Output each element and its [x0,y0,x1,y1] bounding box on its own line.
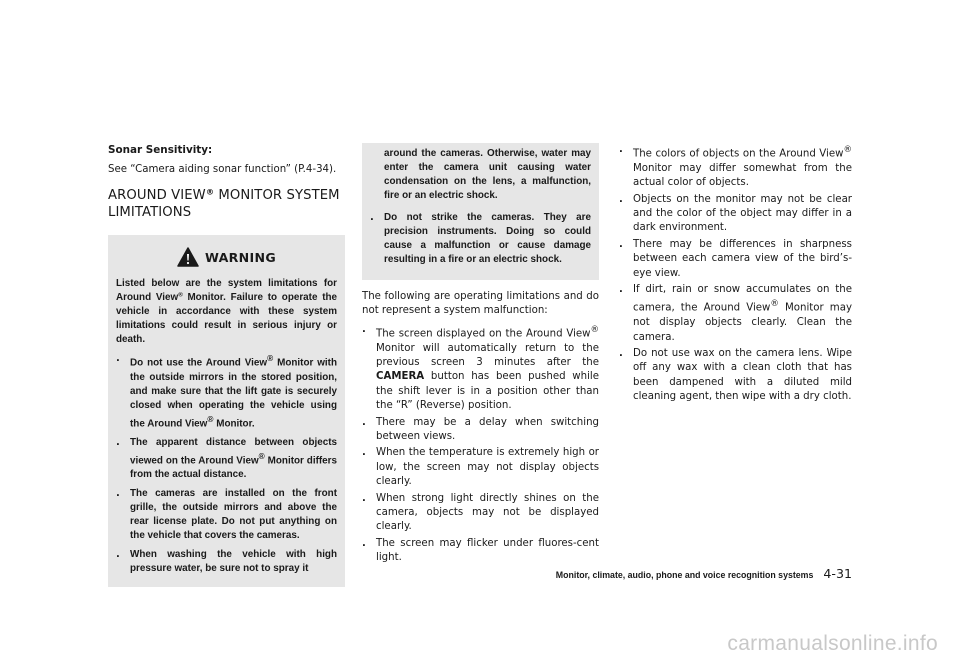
warning-item-text [130,352,337,431]
text-part: Monitor with the outside mirrors in the stored position, and make sure that the lift gate is securely closed when operating the vehicle using the Around View [130,357,338,429]
section-title-part-b: MONITOR SYSTEM LIMITATIONS [108,188,340,221]
watermark: carmanualsonline.info [727,632,938,655]
registered-mark: ® [590,324,599,335]
warning-item-text: The cameras are installed on the front grille, the outside mirrors and above the rear license plate. Do not put anything on the vehicle that covers the cameras. [130,488,337,542]
bullet: . [619,144,623,155]
warning-item-continued [370,147,591,203]
bullet: . [619,193,623,205]
text-part: Monitor may differ somewhat from the actual color of objects. [633,162,852,189]
registered-mark: ® [770,299,779,310]
limitations-intro: The following are operating limitations and do not represent a system malfunction: [362,291,599,317]
list-item [619,143,852,191]
bullet: . [619,348,623,360]
warning-item [370,211,591,267]
text-part: Monitor. [213,418,255,429]
bullet: . [362,447,366,459]
bullet: . [116,488,120,500]
camera-button-name: CAMERA [376,371,425,383]
warning-continued-text: around the cameras. Otherwise, water may enter the camera unit causing water condensation on the lens, a malfunction, fire or an electric shock. [384,148,591,201]
text-part: Monitor may not display objects clearly. Clean the camera. [633,302,852,343]
list-item-text: Objects on the monitor may not be clear and the color of the object may differ in a dark environment. [633,193,852,234]
list-item-text: When strong light directly shines on the camera, objects may not be displayed clearly. [376,492,599,533]
list-item [619,238,852,281]
warning-header [116,235,337,277]
bullet: . [370,212,374,223]
warning-item [116,436,337,482]
text-part: Monitor will automatically return to the previous screen 3 minutes after the [376,342,599,369]
column-middle [362,143,599,568]
warning-item [116,352,337,431]
bullet: . [619,238,623,250]
bullet: . [116,353,120,365]
bullet: . [362,323,366,335]
warning-box-continued [362,143,599,280]
list-item-text [633,283,852,345]
list-item [362,446,599,489]
warning-triangle-icon [177,247,199,267]
registered-mark: ® [258,452,265,461]
warning-item-text: When washing the vehicle with high pressure water, be sure not to spray it [130,549,337,575]
registered-mark: ® [267,354,274,364]
section-title-part-a: AROUND VIEW [108,188,206,204]
bullet: . [116,549,120,561]
column-left [108,143,345,587]
page-footer [556,566,852,581]
registered-mark: ® [207,414,214,424]
list-item [362,323,599,414]
warning-box [108,235,345,587]
warning-label: WARNING [205,249,276,265]
bullet: . [116,437,120,448]
warning-intro-part-b: Monitor. Failure to operate the vehicle in accordance with these system limitations could result in serious injury or death. [116,292,338,346]
bullet: . [619,284,623,296]
warning-item-text: Do not strike the cameras. They are precision instruments. Doing so could cause a malfunction or cause damage resulting in a fire or an electric shock. [384,212,591,265]
section-title [108,187,345,221]
bullet: . [362,492,366,504]
warning-item-text [130,436,337,482]
registered-mark: ® [205,186,215,197]
page-number: 4-31 [823,566,852,581]
text-part: The screen displayed on the Around View [376,328,591,340]
list-item-text [376,323,599,414]
list-item [619,193,852,236]
text-part: The apparent distance between objects viewed on the Around View [130,437,337,467]
text-part: Do not use the Around View [130,357,268,369]
list-item [362,416,599,445]
footer-section-title: Monitor, climate, audio, phone and voice recognition systems [555,570,814,580]
list-item-text [633,143,852,191]
list-item-text: There may be a delay when switching between views. [376,416,599,443]
bullet: . [362,416,366,428]
list-item [362,537,599,566]
warning-intro-part-a: Listed below are the system limitations for Around View [116,278,337,304]
registered-mark: ® [178,292,183,300]
warning-item [116,548,337,576]
text-part: Monitor differs from the actual distance. [130,455,337,481]
list-item-text: The screen may flicker under fluores-cent light. [376,537,599,564]
text-part: If dirt, rain or snow accumulates on the camera, the Around View [633,284,852,314]
warning-item [116,487,337,543]
text-part: button has been pushed while the shift lever is in a position other than the “R” (Reverse) position. [376,371,599,412]
sonar-sensitivity-heading: Sonar Sensitivity: [108,144,213,156]
registered-mark: ® [843,145,852,155]
list-item [619,283,852,345]
list-item [362,492,599,535]
warning-intro [116,277,337,347]
sonar-reference-text: See “Camera aiding sonar function” (P.4-34). [108,164,337,175]
column-right [619,143,852,407]
list-item-text: Do not use wax on the camera lens. Wipe off any wax with a clean cloth that has been dampened with a diluted mild cleaning agent, then wipe with a dry cloth. [633,348,852,403]
list-item-text: There may be differences in sharpness between each camera view of the bird’s-eye view. [633,238,852,279]
text-part: The colors of objects on the Around View [633,148,844,160]
bullet: . [362,537,366,549]
list-item [619,347,852,405]
list-item-text: When the temperature is extremely high or low, the screen may not display objects clearly. [376,447,599,488]
